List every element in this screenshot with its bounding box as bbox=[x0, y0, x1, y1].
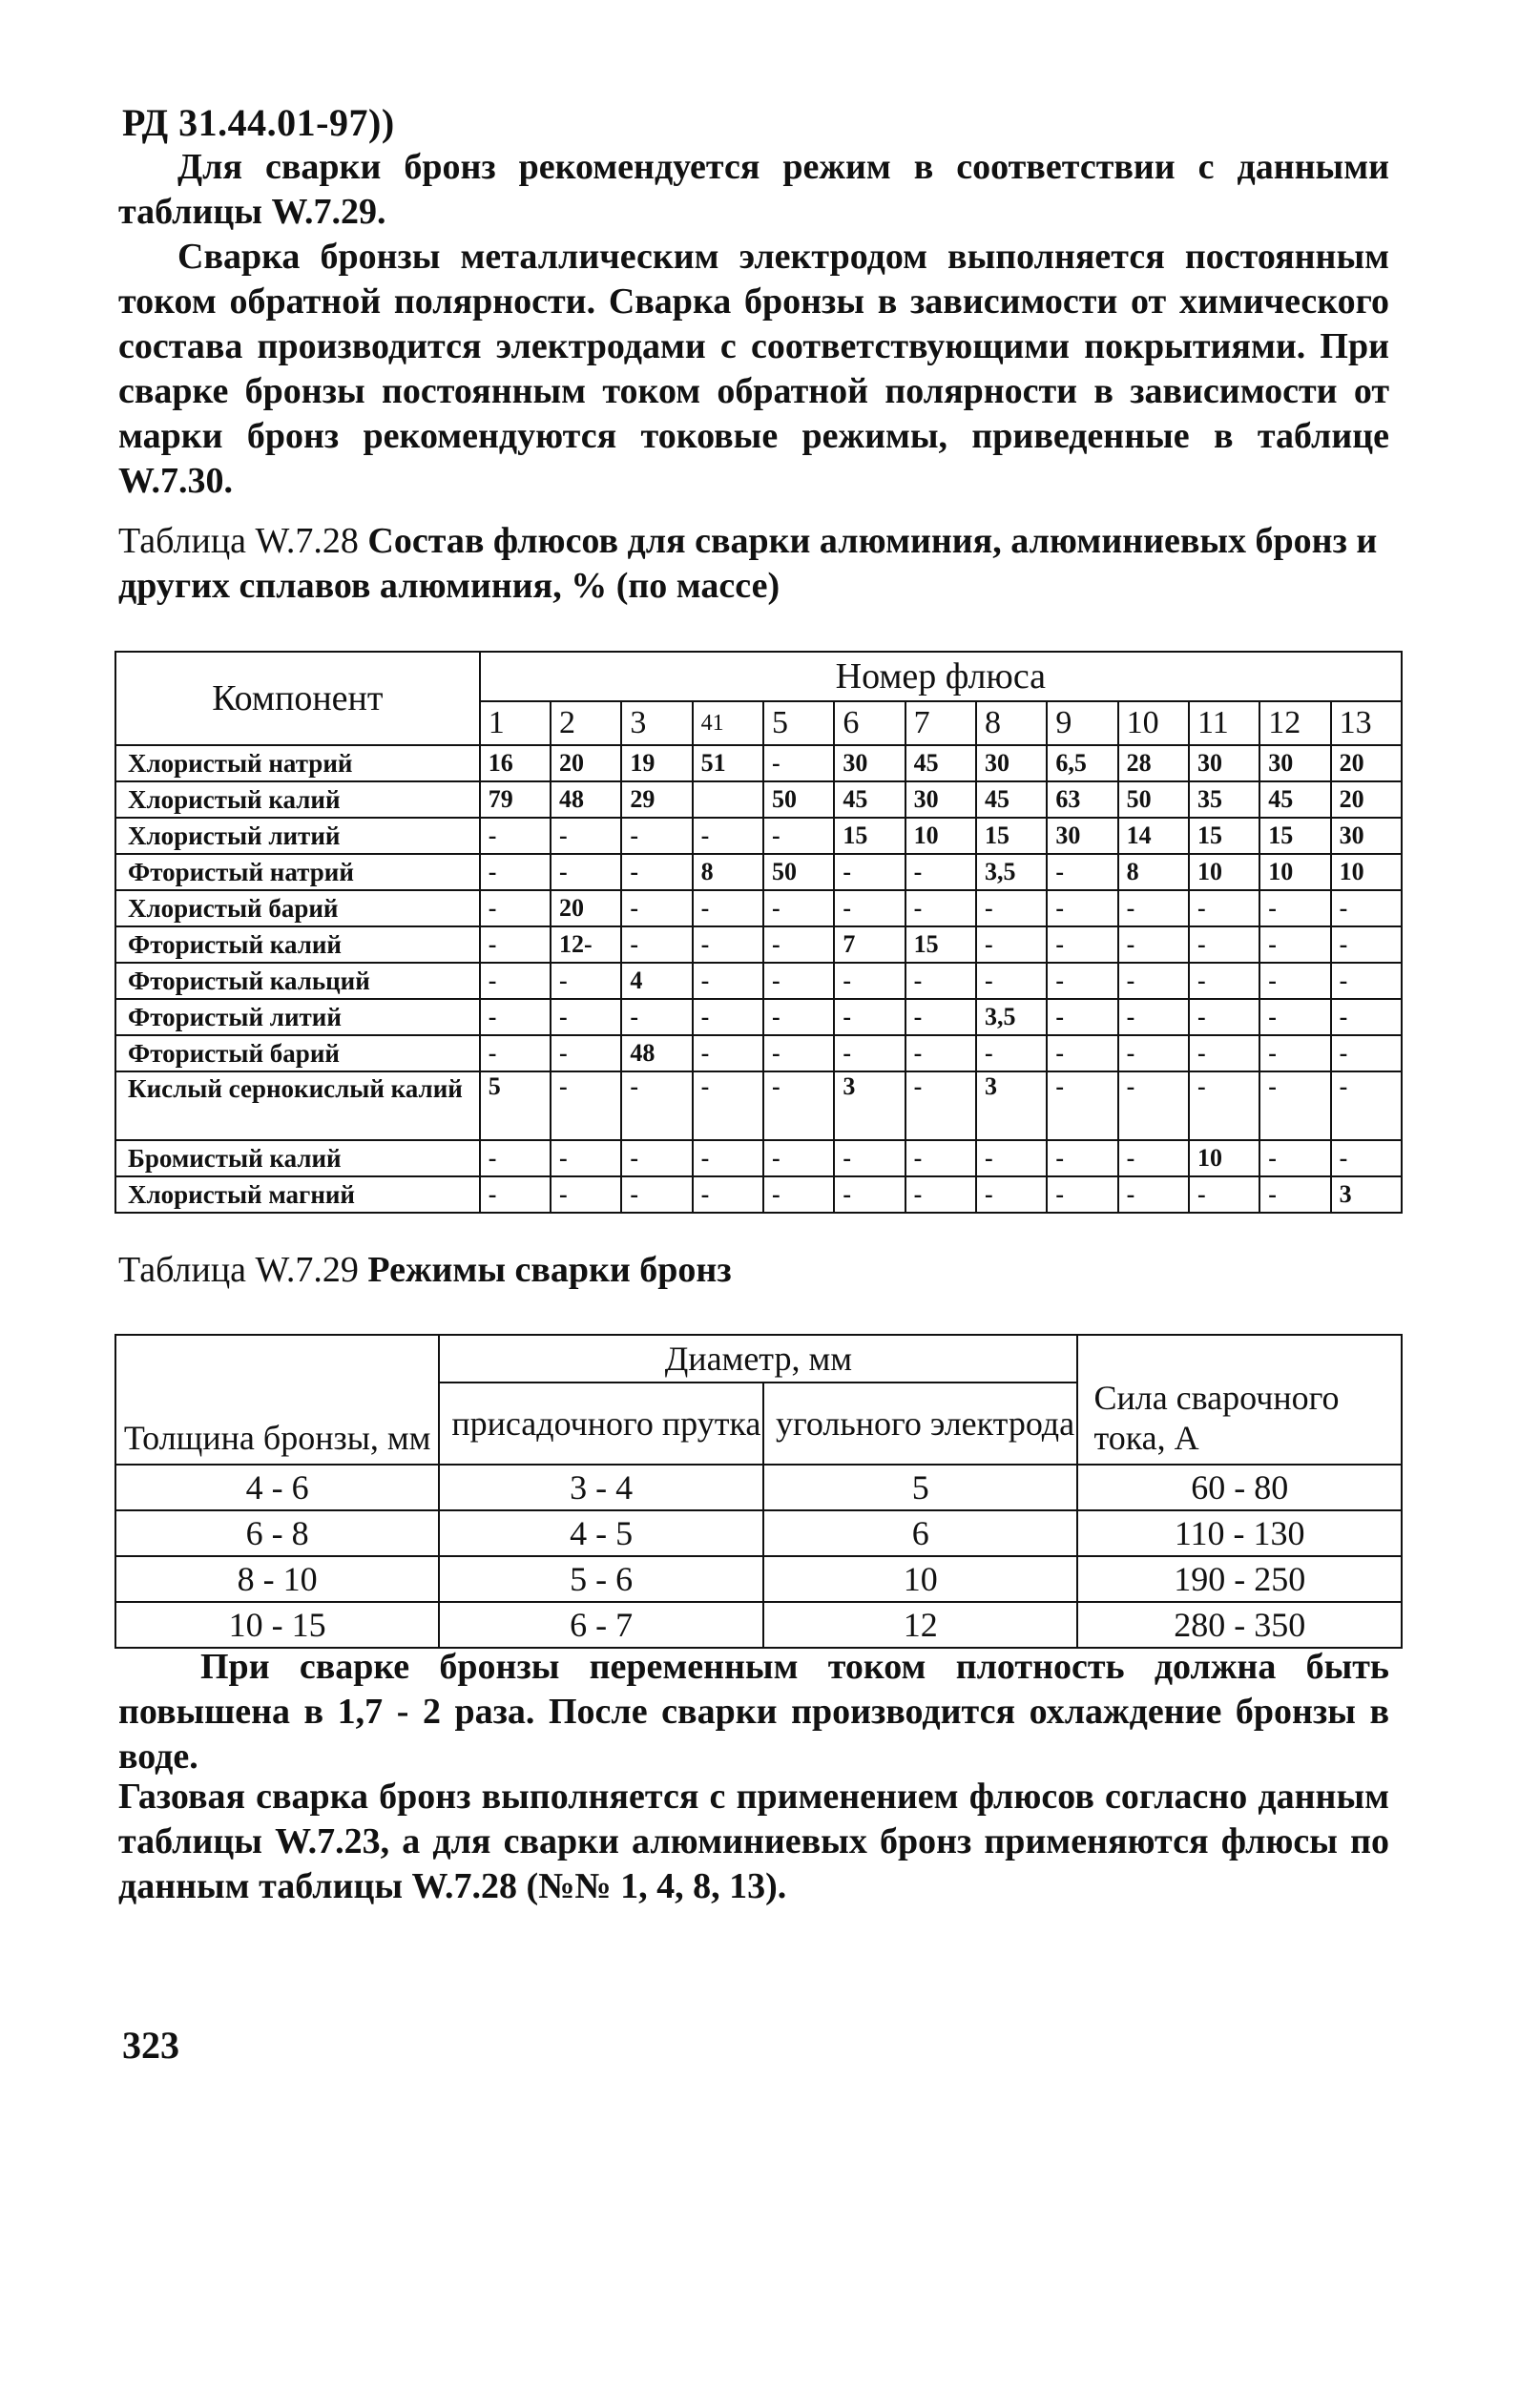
table-cell: 16 bbox=[480, 745, 551, 781]
table-cell: - bbox=[763, 963, 834, 999]
table-cell: 28 bbox=[1118, 745, 1189, 781]
cell-current: 280 - 350 bbox=[1077, 1602, 1402, 1648]
table-cell: - bbox=[621, 890, 692, 926]
table-cell: - bbox=[834, 1035, 905, 1071]
table-cell: - bbox=[551, 1035, 621, 1071]
table-cell: - bbox=[480, 1176, 551, 1213]
component-name: Хлористый литий bbox=[115, 818, 480, 854]
table-cell: - bbox=[693, 818, 763, 854]
table-cell: - bbox=[693, 963, 763, 999]
table-cell: - bbox=[1189, 1176, 1259, 1213]
cell-current: 60 - 80 bbox=[1077, 1465, 1402, 1510]
table-cell: 45 bbox=[905, 745, 976, 781]
component-name: Хлористый калий bbox=[115, 781, 480, 818]
table-row bbox=[115, 781, 1402, 818]
table-cell: - bbox=[763, 1176, 834, 1213]
cell-filler: 4 - 5 bbox=[439, 1510, 763, 1556]
table-cell: - bbox=[693, 1176, 763, 1213]
flux-number-header: 6 bbox=[834, 701, 905, 745]
table-cell: - bbox=[480, 818, 551, 854]
cell-current: 110 - 130 bbox=[1077, 1510, 1402, 1556]
flux-number-header: 5 bbox=[763, 701, 834, 745]
table-28-caption bbox=[118, 519, 1387, 609]
table-cell: 50 bbox=[763, 781, 834, 818]
table-cell: 7 bbox=[834, 926, 905, 963]
cell-carbon: 6 bbox=[763, 1510, 1077, 1556]
table-cell: - bbox=[834, 890, 905, 926]
paragraph-bronze-modes: Для сварки бронз рекомендуется режим в соответствии с данными таблицы W.7.29. bbox=[118, 147, 1389, 232]
table-cell: - bbox=[693, 999, 763, 1035]
table-cell: - bbox=[905, 854, 976, 890]
table-cell: - bbox=[763, 1140, 834, 1176]
flux-number-header: 2 bbox=[551, 701, 621, 745]
component-name: Бромистый калий bbox=[115, 1140, 480, 1176]
table-row bbox=[115, 1556, 1402, 1602]
table-cell: 30 bbox=[1331, 818, 1402, 854]
table-row bbox=[115, 1035, 1402, 1071]
table-cell: - bbox=[763, 745, 834, 781]
table-cell: - bbox=[905, 1035, 976, 1071]
table-cell: - bbox=[1118, 1140, 1189, 1176]
table-cell: 51 bbox=[693, 745, 763, 781]
paragraph-gas-welding: Газовая сварка бронз выполняется с применением флюсов согласно данным таблицы W.7.23, а для сварки алюминиевых бронз применяются флюсы по данным таблицы W.7.28 (№№ 1, 4, 8, 13). bbox=[118, 1777, 1389, 1906]
table-cell: - bbox=[480, 1140, 551, 1176]
table-cell: - bbox=[763, 890, 834, 926]
table-cell: 15 bbox=[834, 818, 905, 854]
table-row bbox=[115, 1140, 1402, 1176]
flux-number-header: 7 bbox=[905, 701, 976, 745]
table-cell: - bbox=[1047, 1176, 1117, 1213]
table-row bbox=[115, 1465, 1402, 1510]
column-header-current: Сила сварочного тока, А bbox=[1077, 1335, 1402, 1465]
table-cell: - bbox=[693, 890, 763, 926]
table-cell: - bbox=[976, 1176, 1047, 1213]
table-cell: - bbox=[621, 926, 692, 963]
table-cell: 6,5 bbox=[1047, 745, 1117, 781]
bronze-welding-modes-table bbox=[114, 1334, 1403, 1649]
table-cell: - bbox=[1118, 890, 1189, 926]
table-cell: - bbox=[551, 1071, 621, 1140]
table-cell: 10 bbox=[1189, 1140, 1259, 1176]
cell-thickness: 4 - 6 bbox=[115, 1465, 439, 1510]
table-cell: 20 bbox=[1331, 745, 1402, 781]
table-cell: 8 bbox=[693, 854, 763, 890]
table-row bbox=[115, 1602, 1402, 1648]
flux-number-header: 3 bbox=[621, 701, 692, 745]
table-cell: 3 bbox=[976, 1071, 1047, 1140]
table-cell: - bbox=[693, 1140, 763, 1176]
table-cell: 30 bbox=[834, 745, 905, 781]
table-row bbox=[115, 890, 1402, 926]
table-cell: - bbox=[551, 963, 621, 999]
table-cell: 45 bbox=[834, 781, 905, 818]
table-cell: 14 bbox=[1118, 818, 1189, 854]
table-cell: - bbox=[551, 854, 621, 890]
table-cell: - bbox=[480, 963, 551, 999]
table-cell: - bbox=[693, 1071, 763, 1140]
table-cell: - bbox=[834, 1176, 905, 1213]
table-cell: - bbox=[1331, 890, 1402, 926]
table-cell: - bbox=[834, 999, 905, 1035]
table-cell bbox=[693, 781, 763, 818]
table-cell: - bbox=[905, 1140, 976, 1176]
table-cell: - bbox=[480, 1035, 551, 1071]
table-cell: - bbox=[480, 890, 551, 926]
table-cell: - bbox=[621, 999, 692, 1035]
table-cell: - bbox=[1259, 1140, 1330, 1176]
table-cell: - bbox=[551, 999, 621, 1035]
table-cell: - bbox=[621, 818, 692, 854]
cell-thickness: 8 - 10 bbox=[115, 1556, 439, 1602]
table-cell: 30 bbox=[1259, 745, 1330, 781]
table-cell: - bbox=[1118, 963, 1189, 999]
flux-number-header: 9 bbox=[1047, 701, 1117, 745]
table-29-title: Режимы сварки бронз bbox=[367, 1250, 732, 1290]
table-cell: - bbox=[834, 1140, 905, 1176]
cell-carbon: 5 bbox=[763, 1465, 1077, 1510]
table-cell: - bbox=[621, 1176, 692, 1213]
component-name: Фтористый литий bbox=[115, 999, 480, 1035]
table-29-number: Таблица W.7.29 bbox=[118, 1250, 359, 1290]
table-cell: - bbox=[1331, 1140, 1402, 1176]
column-header-thickness: Толщина бронзы, мм bbox=[115, 1335, 439, 1465]
component-name: Хлористый барий bbox=[115, 890, 480, 926]
table-cell: 45 bbox=[976, 781, 1047, 818]
table-row bbox=[115, 999, 1402, 1035]
table-cell: - bbox=[1331, 1035, 1402, 1071]
table-cell: - bbox=[763, 999, 834, 1035]
table-cell: - bbox=[1047, 854, 1117, 890]
table-cell: - bbox=[1118, 926, 1189, 963]
table-cell: - bbox=[480, 854, 551, 890]
table-cell: 35 bbox=[1189, 781, 1259, 818]
table-cell: - bbox=[1331, 926, 1402, 963]
table-cell: - bbox=[551, 1140, 621, 1176]
table-cell: - bbox=[1189, 890, 1259, 926]
table-cell: 3,5 bbox=[976, 999, 1047, 1035]
table-cell: 29 bbox=[621, 781, 692, 818]
table-cell: - bbox=[834, 854, 905, 890]
flux-composition-table bbox=[114, 651, 1403, 1214]
table-cell: - bbox=[905, 963, 976, 999]
table-cell: 3 bbox=[1331, 1176, 1402, 1213]
table-cell: 4 bbox=[621, 963, 692, 999]
flux-number-header: 41 bbox=[693, 701, 763, 745]
table-row bbox=[115, 926, 1402, 963]
component-name: Фтористый кальций bbox=[115, 963, 480, 999]
table-cell: 20 bbox=[551, 745, 621, 781]
cell-filler: 5 - 6 bbox=[439, 1556, 763, 1602]
table-cell: - bbox=[905, 1176, 976, 1213]
table-cell: 79 bbox=[480, 781, 551, 818]
table-cell: - bbox=[763, 818, 834, 854]
table-cell: - bbox=[1259, 926, 1330, 963]
table-cell: - bbox=[693, 1035, 763, 1071]
table-cell: - bbox=[1047, 1071, 1117, 1140]
flux-number-header: 11 bbox=[1189, 701, 1259, 745]
table-28-number: Таблица W.7.28 bbox=[118, 521, 359, 561]
cell-thickness: 6 - 8 bbox=[115, 1510, 439, 1556]
table-cell: - bbox=[1259, 963, 1330, 999]
table-cell: - bbox=[1331, 1071, 1402, 1140]
table-cell: 19 bbox=[621, 745, 692, 781]
table-cell: - bbox=[1047, 926, 1117, 963]
table-cell: - bbox=[1118, 1071, 1189, 1140]
table-cell: - bbox=[763, 1035, 834, 1071]
table-cell: 10 bbox=[905, 818, 976, 854]
table-cell: - bbox=[621, 1140, 692, 1176]
table-cell: - bbox=[1189, 999, 1259, 1035]
table-cell: 10 bbox=[1331, 854, 1402, 890]
component-name: Хлористый натрий bbox=[115, 745, 480, 781]
component-name: Кислый сернокислый калий bbox=[115, 1071, 480, 1140]
table-cell: 3 bbox=[834, 1071, 905, 1140]
table-cell: - bbox=[551, 1176, 621, 1213]
table-cell: 30 bbox=[905, 781, 976, 818]
cell-filler: 3 - 4 bbox=[439, 1465, 763, 1510]
flux-number-header: 1 bbox=[480, 701, 551, 745]
flux-number-header: 13 bbox=[1331, 701, 1402, 745]
flux-number-header: 8 bbox=[976, 701, 1047, 745]
table-cell: 15 bbox=[1259, 818, 1330, 854]
table-28-title: Состав флюсов для сварки алюминия, алюминиевых бронз и других сплавов алюминия, % (по массе) bbox=[118, 521, 1378, 606]
table-cell: - bbox=[1259, 1176, 1330, 1213]
table-cell: - bbox=[1189, 963, 1259, 999]
table-cell: - bbox=[834, 963, 905, 999]
table-cell: 30 bbox=[1047, 818, 1117, 854]
table-cell: - bbox=[621, 854, 692, 890]
flux-number-header: 12 bbox=[1259, 701, 1330, 745]
table-cell: - bbox=[1259, 890, 1330, 926]
table-cell: - bbox=[1047, 963, 1117, 999]
table-cell: - bbox=[1189, 1035, 1259, 1071]
table-row bbox=[115, 1176, 1402, 1213]
table-cell: - bbox=[1259, 999, 1330, 1035]
column-header-diameter: Диаметр, мм bbox=[439, 1335, 1077, 1383]
column-header-component: Компонент bbox=[115, 652, 480, 745]
table-cell: - bbox=[1189, 1071, 1259, 1140]
paragraph-ac-welding: При сварке бронзы переменным током плотность должна быть повышена в 1,7 - 2 раза. После сварки производится охлаждение бронзы в воде. bbox=[118, 1647, 1389, 1777]
table-cell: - bbox=[976, 1035, 1047, 1071]
column-header-carbon-electrode: угольного электрода bbox=[763, 1383, 1077, 1465]
table-cell: - bbox=[621, 1071, 692, 1140]
table-cell: 12- bbox=[551, 926, 621, 963]
table-cell: 48 bbox=[551, 781, 621, 818]
table-cell: - bbox=[1047, 1035, 1117, 1071]
table-cell: - bbox=[1047, 999, 1117, 1035]
table-cell: 3,5 bbox=[976, 854, 1047, 890]
page-number: 323 bbox=[122, 2024, 179, 2067]
table-cell: 20 bbox=[551, 890, 621, 926]
table-cell: 30 bbox=[1189, 745, 1259, 781]
table-cell: - bbox=[763, 926, 834, 963]
table-cell: 15 bbox=[976, 818, 1047, 854]
column-header-filler-rod: присадочного прутка bbox=[439, 1383, 763, 1465]
table-cell: - bbox=[1331, 999, 1402, 1035]
table-cell: - bbox=[693, 926, 763, 963]
column-header-flux-number: Номер флюса bbox=[480, 652, 1402, 701]
table-cell: - bbox=[1118, 1035, 1189, 1071]
component-name: Хлористый магний bbox=[115, 1176, 480, 1213]
flux-number-header: 10 bbox=[1118, 701, 1189, 745]
table-cell: - bbox=[551, 818, 621, 854]
table-cell: 10 bbox=[1189, 854, 1259, 890]
table-cell: - bbox=[1259, 1071, 1330, 1140]
component-name: Фтористый калий bbox=[115, 926, 480, 963]
table-cell: - bbox=[480, 999, 551, 1035]
table-row bbox=[115, 1510, 1402, 1556]
component-name: Фтористый натрий bbox=[115, 854, 480, 890]
table-row bbox=[115, 818, 1402, 854]
table-cell: 30 bbox=[976, 745, 1047, 781]
table-cell: 10 bbox=[1259, 854, 1330, 890]
table-row bbox=[115, 963, 1402, 999]
table-cell: - bbox=[1189, 926, 1259, 963]
paragraph-metal-electrode: Сварка бронзы металлическим электродом выполняется постоянным током обратной полярности. Сварка бронзы в зависимости от химического состава производится электродами с соответствующими покрытиями. При сварке бронзы постоянным током обратной полярности в зависимости от марки бронз рекомендуются токовые режимы, приведенные в таблице W.7.30. bbox=[118, 237, 1389, 501]
table-cell: 50 bbox=[763, 854, 834, 890]
table-cell: - bbox=[1259, 1035, 1330, 1071]
table-cell: 5 bbox=[480, 1071, 551, 1140]
table-cell: - bbox=[976, 890, 1047, 926]
table-cell: - bbox=[480, 926, 551, 963]
table-cell: - bbox=[976, 963, 1047, 999]
table-cell: 15 bbox=[905, 926, 976, 963]
table-cell: - bbox=[1047, 890, 1117, 926]
cell-carbon: 10 bbox=[763, 1556, 1077, 1602]
table-cell: 8 bbox=[1118, 854, 1189, 890]
table-cell: 20 bbox=[1331, 781, 1402, 818]
table-cell: - bbox=[1047, 1140, 1117, 1176]
table-row bbox=[115, 1071, 1402, 1140]
table-row bbox=[115, 745, 1402, 781]
table-cell: - bbox=[1118, 1176, 1189, 1213]
table-cell: - bbox=[763, 1071, 834, 1140]
cell-current: 190 - 250 bbox=[1077, 1556, 1402, 1602]
table-cell: - bbox=[905, 1071, 976, 1140]
cell-filler: 6 - 7 bbox=[439, 1602, 763, 1648]
table-cell: - bbox=[905, 890, 976, 926]
component-name: Фтористый барий bbox=[115, 1035, 480, 1071]
table-cell: - bbox=[1118, 999, 1189, 1035]
table-row bbox=[115, 854, 1402, 890]
table-cell: - bbox=[1331, 963, 1402, 999]
cell-thickness: 10 - 15 bbox=[115, 1602, 439, 1648]
cell-carbon: 12 bbox=[763, 1602, 1077, 1648]
table-cell: 48 bbox=[621, 1035, 692, 1071]
document-header: РД 31.44.01-97)) bbox=[122, 101, 395, 144]
table-cell: - bbox=[976, 926, 1047, 963]
table-cell: - bbox=[905, 999, 976, 1035]
table-29-caption bbox=[118, 1248, 732, 1293]
table-cell: 50 bbox=[1118, 781, 1189, 818]
table-cell: 63 bbox=[1047, 781, 1117, 818]
table-cell: 15 bbox=[1189, 818, 1259, 854]
table-cell: - bbox=[976, 1140, 1047, 1176]
table-cell: 45 bbox=[1259, 781, 1330, 818]
